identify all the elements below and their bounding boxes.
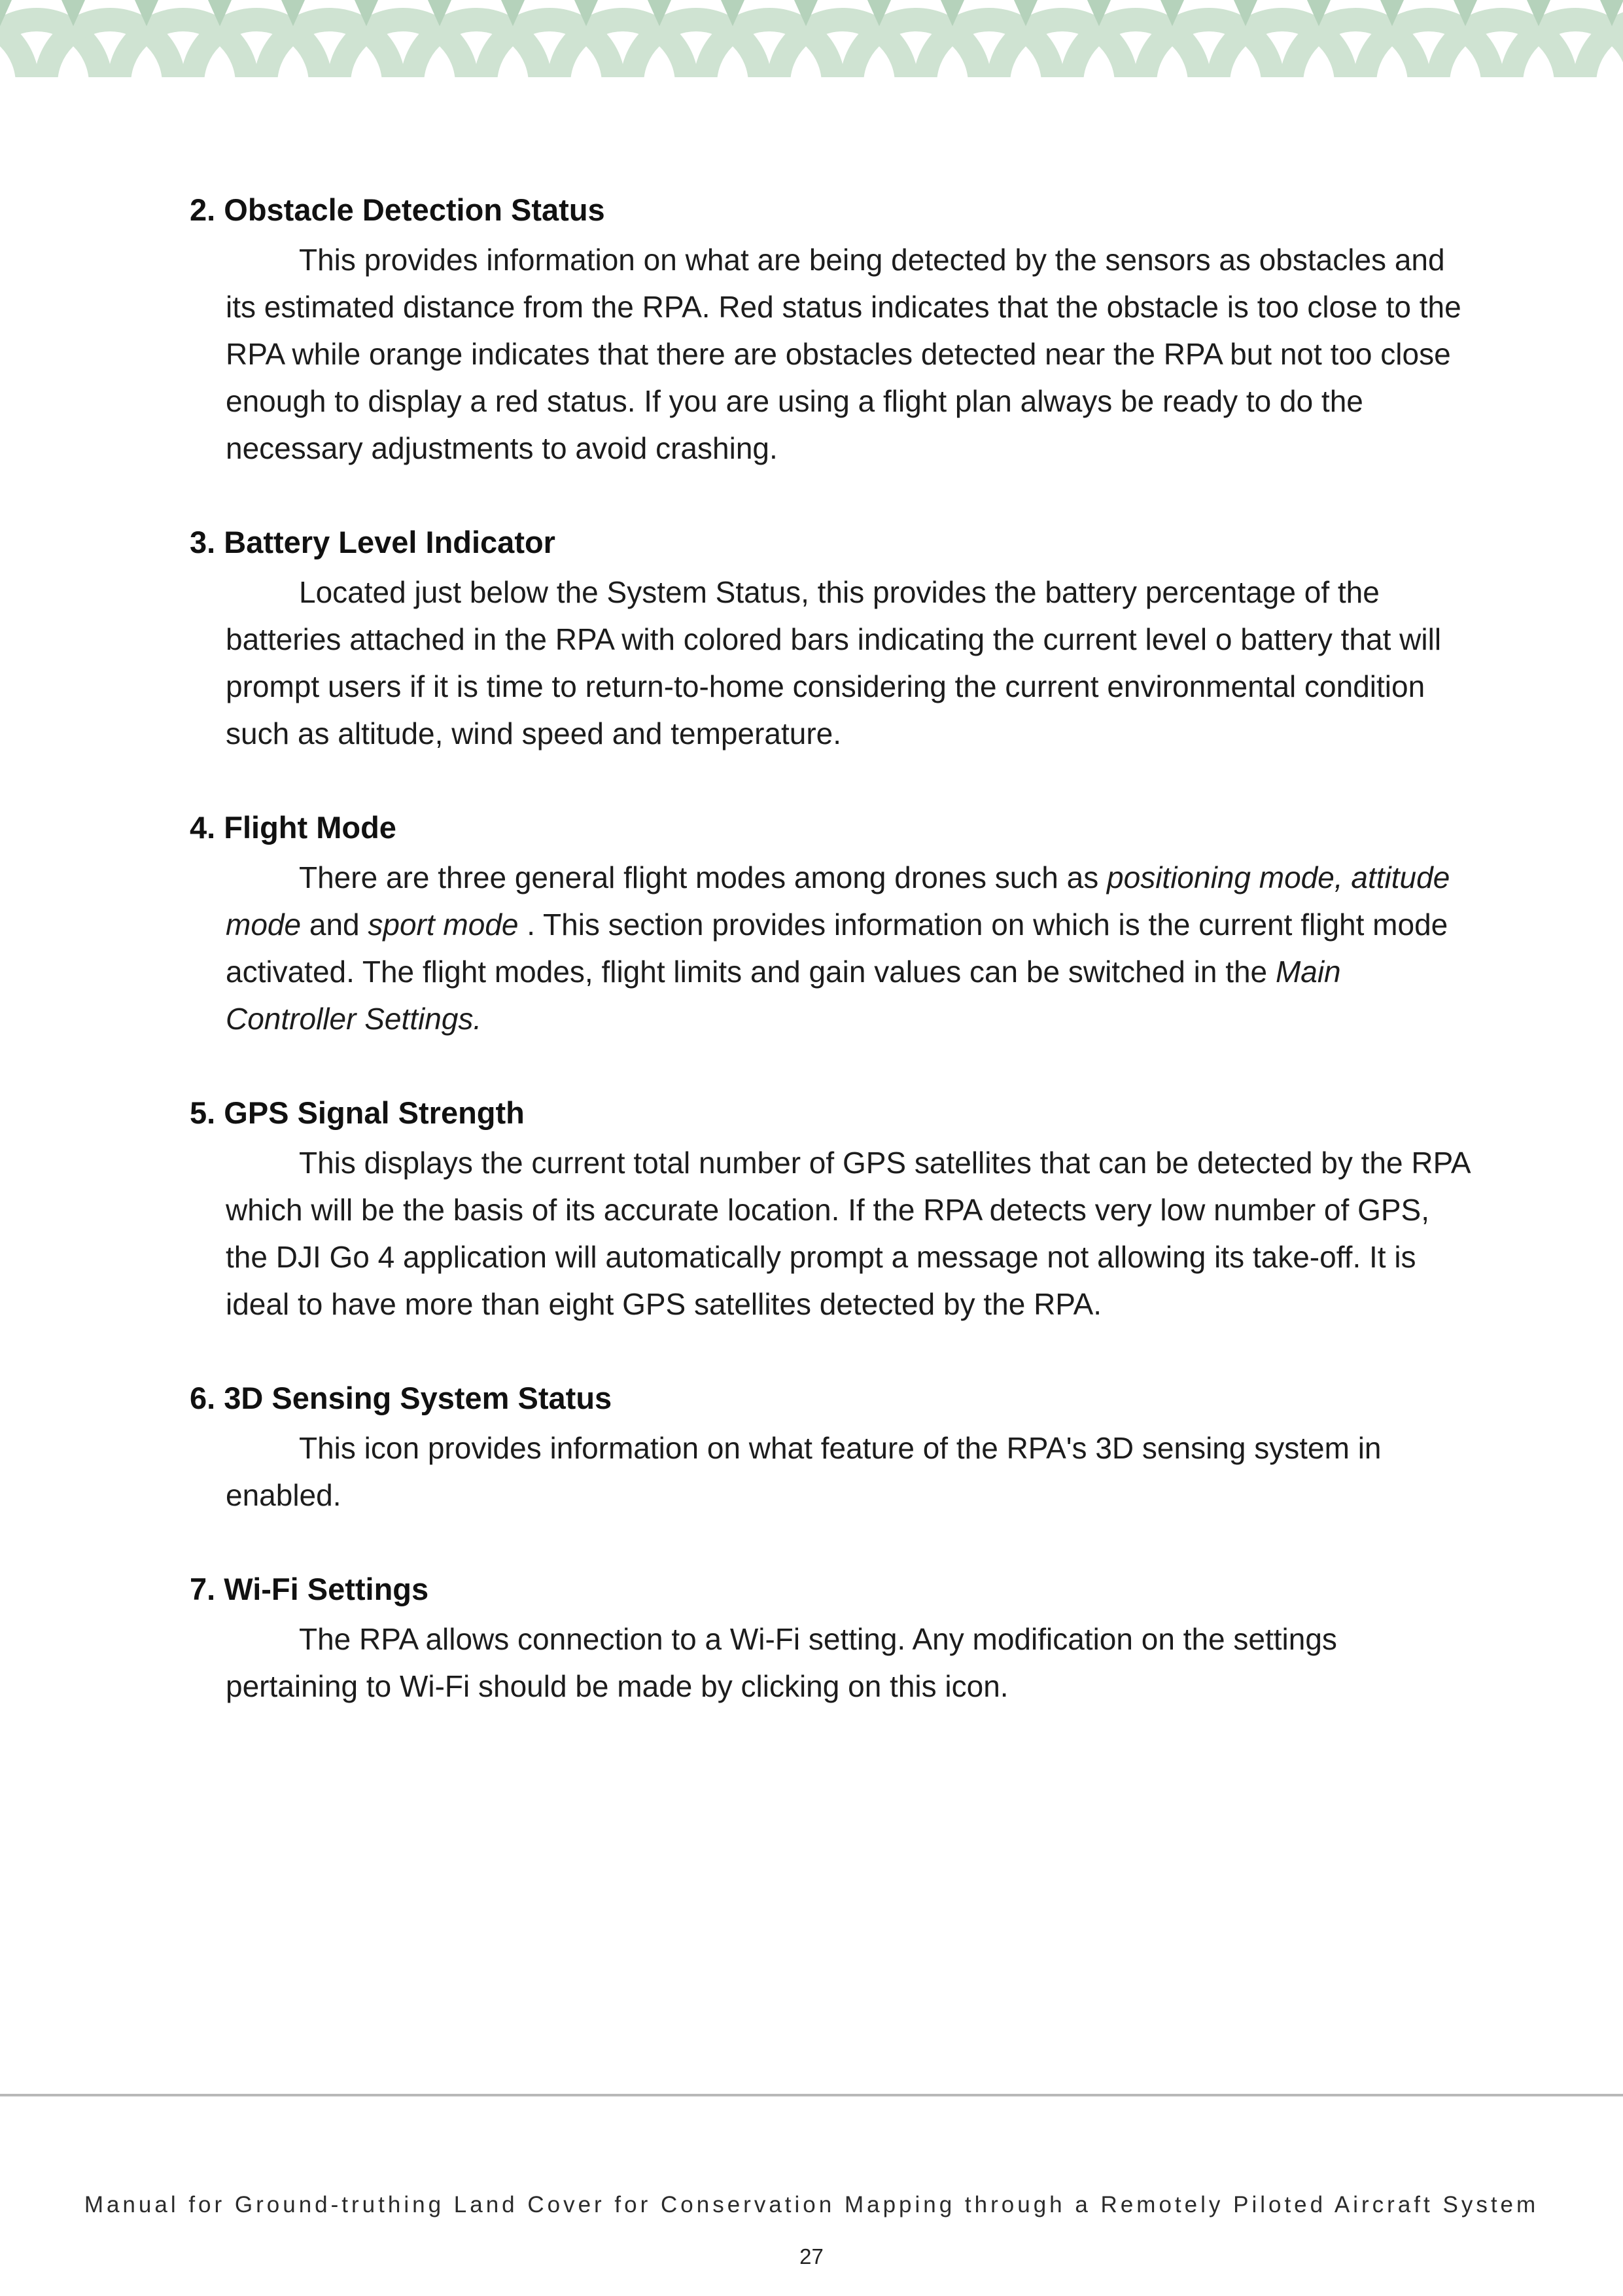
decorative-scallop-border <box>0 0 1623 77</box>
section-heading: 3. Battery Level Indicator <box>190 525 555 559</box>
section-body <box>190 1424 1472 1519</box>
section-heading: 4. Flight Mode <box>190 810 396 845</box>
footer-title: Manual for Ground-truthing Land Cover for Conservation Mapping through a Remotely Piloted Aircraft System <box>84 2192 1539 2217</box>
section-battery-level <box>190 519 1472 757</box>
body-text: This provides information on what are being detected by the sensors as obstacles and its estimated distance from the RPA. Red status indicates that the obstacle is too close to the RPA while orange indicates that there are obstacles detected near the RPA but not too close enough to display a red status. If you are using a flight plan always be ready to do the necessary adjustments to avoid crashing. <box>226 243 1461 465</box>
body-text: There are three general flight modes among drones such as <box>299 860 1108 894</box>
body-text: This icon provides information on what feature of the RPA's 3D sensing system in enabled. <box>226 1431 1382 1512</box>
section-heading: 2. Obstacle Detection Status <box>190 192 605 227</box>
page-number: 27 <box>799 2244 824 2269</box>
body-text-italic: Main Controller Settings. <box>226 955 1341 1036</box>
section-body <box>190 1616 1472 1710</box>
body-text-italic: sport mode <box>368 908 519 942</box>
section-wifi-settings <box>190 1566 1472 1710</box>
body-text-italic: positioning mode, attitude mode <box>226 860 1450 942</box>
footer-divider <box>0 2094 1623 2096</box>
section-body <box>190 854 1472 1042</box>
body-text: . This section provides information on which is the current flight mode activated. The flight modes, flight limits and gain values can be switched in the <box>226 908 1448 989</box>
section-flight-mode <box>190 804 1472 1042</box>
section-body <box>190 1139 1472 1328</box>
section-3d-sensing <box>190 1375 1472 1519</box>
section-gps-signal <box>190 1089 1472 1328</box>
section-heading: 5. GPS Signal Strength <box>190 1095 525 1130</box>
section-obstacle-detection <box>190 186 1472 472</box>
body-text: The RPA allows connection to a Wi-Fi setting. Any modification on the settings pertaining to Wi-Fi should be made by clicking on this icon. <box>226 1622 1337 1703</box>
section-body <box>190 236 1472 472</box>
section-heading: 6. 3D Sensing System Status <box>190 1381 612 1415</box>
body-text: Located just below the System Status, this provides the battery percentage of the batteries attached in the RPA with colored bars indicating the current level o battery that will prompt users if it is time to return-to-home considering the current environmental condition such as altitude, wind speed and temperature. <box>226 575 1442 751</box>
body-text: and <box>301 908 368 942</box>
page-content <box>190 186 1472 1757</box>
body-text: This displays the current total number of GPS satellites that can be detected by the RPA which will be the basis of its accurate location. If the RPA detects very low number of GPS, the DJI Go 4 application will automatically prompt a message not allowing its take-off. It is ideal to have more than eight GPS satellites detected by the RPA. <box>226 1146 1469 1321</box>
section-heading: 7. Wi-Fi Settings <box>190 1572 429 1606</box>
section-body <box>190 569 1472 757</box>
